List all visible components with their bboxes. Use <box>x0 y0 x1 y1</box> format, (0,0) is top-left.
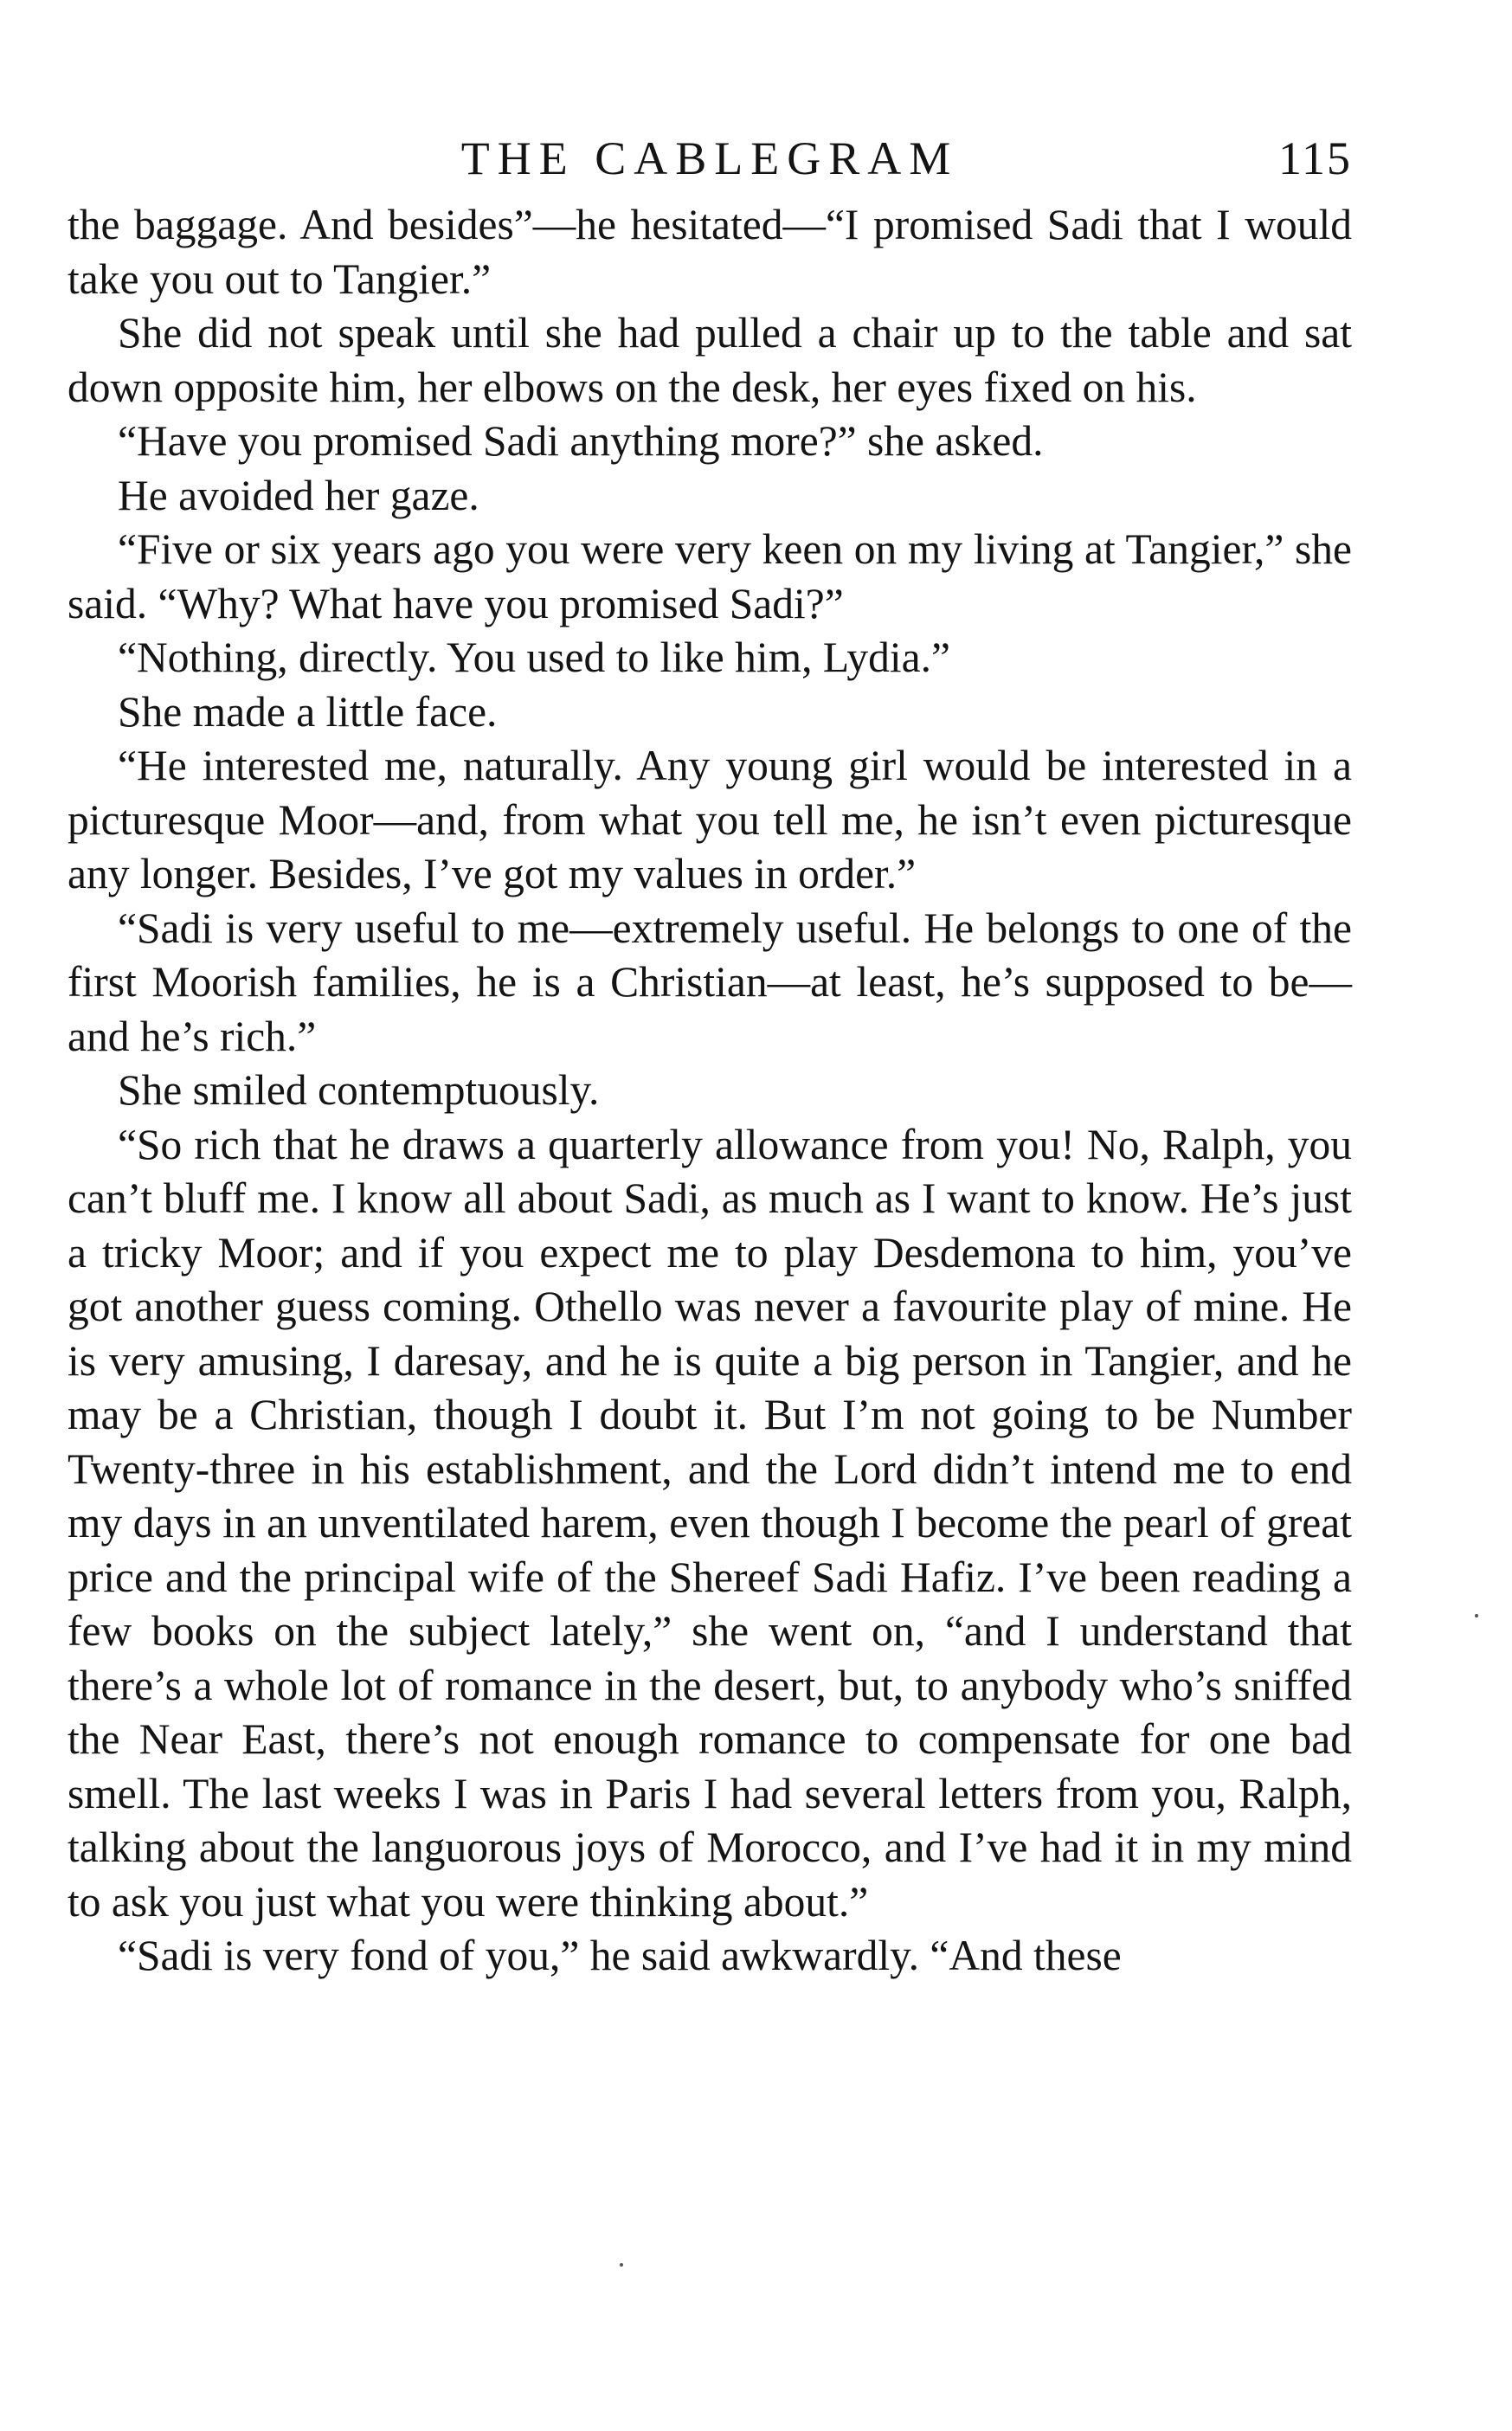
ink-speck <box>1475 1614 1478 1617</box>
paragraph: “He interested me, naturally. Any young girl would be interested in a picturesque Moor—and, from what you tell me, he isn’t even picturesque any longer. Besides, I’ve got my values in order.” <box>68 742 1352 897</box>
paragraph: “Sadi is very useful to me—extremely useful. He belongs to one of the first Moorish families, he is a Christian—at least, he’s supposed to be—and he’s rich.” <box>68 904 1352 1060</box>
paragraph: She did not speak until she had pulled a chair up to the table and sat down opposite him, her elbows on the desk, her eyes fixed on his. <box>68 309 1352 411</box>
page-number: 115 <box>1278 132 1352 184</box>
paragraph: “Nothing, directly. You used to like him, Lydia.” <box>118 633 950 681</box>
running-head <box>68 128 1352 189</box>
paragraph-continuation: the baggage. And besides”—he hesitated—“I promised Sadi that I would take you out to Tangier.” <box>68 201 1352 303</box>
body-text <box>68 198 1352 1984</box>
paragraph: She smiled contemptuously. <box>118 1066 600 1114</box>
paragraph: “Have you promised Sadi anything more?” she asked. <box>118 417 1044 465</box>
running-title: THE CABLEGRAM <box>460 132 959 184</box>
ink-speck <box>620 2263 623 2267</box>
paragraph-continues: “Sadi is very fond of you,” he said awkwardly. “And these <box>118 1932 1122 1979</box>
paragraph: “Five or six years ago you were very keen on my living at Tangier,” she said. “Why? What have you promised Sadi?” <box>68 525 1352 627</box>
paragraph: “So rich that he draws a quarterly allowance from you! No, Ralph, you can’t bluff me. I know all about Sadi, as much as I want to know. He’s just a tricky Moor; and if you expect me to play Desdemona to him, you’ve got another guess coming. Othello was never a favourite play of mine. He is very amusing, I daresay, and he is quite a big person in Tangier, and he may be a Christian, though I doubt it. But I’m not going to be Number Twenty-three in his establishment, and the Lord didn’t intend me to end my days in an unventilated harem, even though I become the pearl of great price and the principal wife of the Shereef Sadi Hafiz. I’ve been reading a few books on the subject lately,” she went on, “and I understand that there’s a whole lot of romance in the desert, but, to anybody who’s sniffed the Near East, there’s not enough romance to compensate for one bad smell. The last weeks I was in Paris I had several letters from you, Ralph, talking about the languorous joys of Morocco, and I’ve had it in my mind to ask you just what you were thinking about.” <box>68 1120 1352 1926</box>
paragraph: He avoided her gaze. <box>118 471 479 519</box>
paragraph: She made a little face. <box>118 687 498 736</box>
